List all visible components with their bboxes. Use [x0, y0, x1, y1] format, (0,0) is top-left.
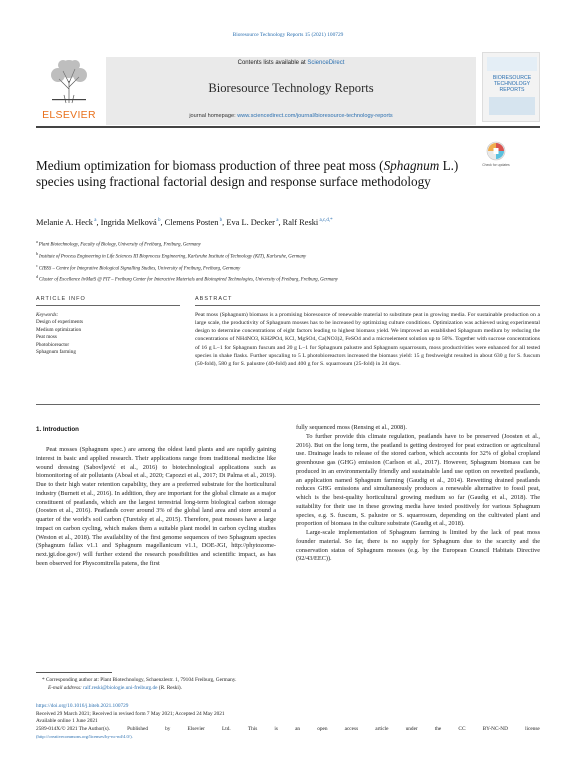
affiliation-mark: b: [36, 250, 39, 256]
author-name: Clemens Posten: [164, 218, 219, 227]
crossmark-icon[interactable]: [484, 140, 508, 170]
keyword-item: Sphagnum farming: [36, 349, 76, 356]
keywords-label: Keywords:: [36, 312, 59, 318]
email-link[interactable]: ralf.reski@biologie.uni-freiburg.de: [83, 684, 158, 691]
license-word: under: [405, 725, 418, 732]
title-part-2: L.) species using fractional factorial design and response surface methodology: [36, 158, 459, 189]
keyword-item: Peat moss: [36, 334, 57, 341]
title-italic: Sphagnum: [383, 158, 440, 173]
author-list: Melanie A. Heck $^a$, Ingrida Melková $^b$, Clemens Posten $^b$, Eva L. Decker $^a$, Ralf Reski $^{a,c,d,*}$: [36, 218, 333, 227]
intro-paragraph-1: Peat mosses (Sphagnum spec.) are among the oldest land plants and are rapidly gaining interest in basic and applied research. Their applications range from traditional medicine like wound dressing (Sabovljević et al., 2016) to biotechnological applications such as biomonitoring of air pollutants (Aboal et al., 2020; Capozzi et al., 2017; Di Palma et al., 2019). Due to their high water retention capability, they are a preferred substrate for the horticultural industry (Burnett et al., 2016). In addition, they are important for the global climate as a major constituent of peatlands, which are the largest terrestrial long-term biological carbon storage (Joosten et al., 2016). Peatlands cover around 3% of the global land area and store around a quarter of the world's soil carbon (Turetsky et al., 2015). Therefore, peat mosses have a large impact on carbon cycling, which makes them a suitable plant model in carbon cycling studies (Weston et al., 2018). The availability of the first genome sequences of two Sphagnum species (Sphagnum fallax v1.1 and Sphagnum magellanicum v1.1, DOE-JGI, http://phytozome-next.jgi.doe.gov/) will further extend the research possibilities and scientific impact, as has been observed for Physcomitrella patens, the first: [36, 446, 276, 567]
article-info-heading: ARTICLE INFO: [36, 296, 86, 302]
license-word: an: [295, 725, 301, 732]
license-word: Elsevier: [187, 725, 205, 732]
affiliation-item: $^c$ CIBSS – Centre for Integrative Biological Signalling Studies, University of Freiburg, Freiburg, Germany: [36, 262, 241, 272]
title-part-1: Medium optimization for biomass production of three peat moss (: [36, 158, 384, 173]
license-word: license: [525, 725, 540, 732]
section-heading-introduction: 1. Introduction: [36, 426, 79, 433]
homepage-link[interactable]: www.sciencedirect.com/journal/bioresource-technology-reports: [237, 113, 393, 119]
journal-cover-thumbnail: [482, 52, 540, 122]
license-word: open: [317, 725, 328, 732]
intro-paragraph-1-end: fully sequenced moss (Rensing et al., 2008).: [296, 424, 407, 431]
license-word: is: [274, 725, 278, 732]
corresponding-author-note: * Corresponding author at: Plant Biotechnology, Schaenzlestr. 1, 79104 Freiburg, Germany.: [42, 677, 237, 683]
body-column-left: [36, 446, 276, 569]
abstract-bottom-rule: [36, 404, 540, 405]
intro-paragraph-3: Large-scale implementation of Sphagnum farming is limited by the lack of peat moss founder material. So far, there is no supply for Sphagnum due to the scarcity and the conservation status of Sphagnum mosses (e.g. by the European Council Habitats Directive (92/43/EEC)).: [296, 529, 540, 563]
license-word: by: [165, 725, 171, 732]
license-word: Ltd.: [222, 725, 231, 732]
footnote-rule: [36, 672, 112, 673]
abstract-heading: ABSTRACT: [195, 296, 233, 302]
article-info-rule: [36, 305, 180, 306]
author-affiliation-mark[interactable]: a,c,d,*: [318, 218, 333, 224]
cover-line-1: BIORESOURCE: [492, 75, 532, 81]
license-word: article: [375, 725, 389, 732]
abstract-rule: [195, 305, 540, 306]
affiliation-mark: d: [36, 274, 39, 280]
affiliation-item: $^b$ Institute of Process Engineering in Life Sciences III Bioprocess Engineering, Karlsruhe Institute of Technology (KIT), Karlsruhe, Germany: [36, 250, 307, 260]
doi-link[interactable]: https://doi.org/10.1016/j.biteb.2021.100729: [36, 703, 129, 709]
intro-paragraph-2: To further provide this climate regulation, peatlands have to be preserved (Joosten et al., 2016). But on the long term, the peatland is getting destroyed for peat extraction or agricultural use. Drainage leads to release of the stored carbon, which accounts for 32% of global cropland greenhouse gas (GHG) emission (Carlson et al., 2017). However, Sphagnum biomass can be produced in an environmentally friendly and sustainable land use option on rewetted peatlands, an application named Sphagnum farming (Gaudig et al., 2014). Rewetting drained peatlands reduces GHG emissions and simultaneously produces a renewable alternative to fossil peat, which is the best-quality horticultural growing medium so far (Gaudig et al., 2018). The suitability for their use in these growing media have tested positively for various Sphagnum species, e.g. S. fuscum, S. palustre or S. squarrosum, depending on the cultivated plant and proportion of biomass in the culture substrate (Gaudig et al., 2018).: [296, 432, 540, 528]
license-word: 2589-014X/© 2021 The Author(s).: [36, 725, 110, 732]
email-label: E-mail address:: [48, 684, 84, 691]
publisher-name: ELSEVIER: [42, 109, 96, 121]
article-title: [36, 158, 481, 190]
cover-line-2: TECHNOLOGY: [493, 81, 531, 87]
keyword-item: Photobioreactor: [36, 341, 70, 348]
journal-citation-line[interactable]: Bioresource Technology Reports 15 (2021) 100729: [232, 32, 344, 38]
author-name: Eva L. Decker: [226, 218, 275, 227]
contents-prefix: Contents lists available at: [237, 60, 308, 66]
license-link[interactable]: (http://creativecommons.org/licenses/by-nc-nd/4.0/).: [36, 734, 133, 740]
keywords-block: [36, 312, 176, 356]
license-word: Published: [127, 725, 148, 732]
sciencedirect-link[interactable]: ScienceDirect: [307, 60, 345, 66]
affiliation-item: $^d$ Cluster of Excellence livMatS @ FIT – Freiburg Center for Interactive Materials and Bioinspired Technologies, University of Freiburg, Freiburg, Germany: [36, 274, 338, 283]
body-column-right: [296, 424, 540, 564]
author-affiliation-mark[interactable]: a: [274, 218, 279, 224]
author-affiliation-mark[interactable]: a: [92, 218, 97, 224]
affiliation-list: [36, 238, 540, 285]
journal-homepage: [106, 113, 476, 119]
license-word: the: [434, 725, 442, 732]
affiliation-item: $^a$ Plant Biotechnology, Faculty of Biology, University of Freiburg, Freiburg, Germany: [36, 239, 201, 248]
license-word: This: [247, 725, 258, 732]
license-word: CC: [458, 725, 466, 732]
affiliation-mark: a: [36, 239, 39, 244]
cover-art-icon: [483, 53, 541, 123]
keyword-item: Medium optimization: [36, 326, 82, 333]
footnote: [36, 677, 540, 692]
affiliation-mark: c: [36, 262, 39, 268]
keyword-item: Design of experiments: [36, 319, 83, 326]
contents-line: [106, 60, 476, 66]
journal-title: Bioresource Technology Reports: [208, 81, 374, 95]
cover-line-3: REPORTS: [499, 87, 525, 93]
license-word: access: [344, 725, 359, 732]
homepage-label: journal homepage:: [189, 113, 238, 119]
license-word: BY-NC-ND: [482, 725, 508, 732]
article-meta: [36, 703, 540, 741]
elsevier-tree-icon: [44, 55, 94, 105]
abstract-text: Peat moss (Sphagnum) biomass is a promising bioresource of renewable material to substitute peat in growing media. For sustainable production on a large scale, the productivity of Sphagnum mosses has to be increased by optimizing culture conditions. Optimization was achieved using experimental design to determine concentrations of eight factors leading to highest biomass yield. We improved an established Sphagnum medium by reducing the concentrations of NH4NO3, KH2PO4, KCl, MgSO4, Ca(NO3)2, FeSO4 and a microelement solution up to 50%. Together with sucrose concentrations of 16 g L−1 for Sphagnum fuscum and 20 g L−1 for Sphagnum palustre and Sphagnum squarrosum, moss productivities were enhanced for all tested species in shake flasks. Further upscaling to 5 L photobioreactors increased the biomass yield: 15 g freshweight resulted in about 630 g for S. fuscum (50-fold), 580 g for S. palustre (40-fold) and 400 g for S. squarrosum (25-fold) in 24 days.: [195, 312, 540, 367]
author-name: Melanie A. Heck: [36, 218, 93, 227]
author-name: Ralf Reski: [282, 218, 319, 227]
available-online: Available online 1 June 2021: [36, 718, 98, 725]
license-line: [36, 726, 540, 734]
author-affiliation-mark[interactable]: b: [156, 218, 161, 224]
received-dates: Received 29 March 2021; Received in revised form 7 May 2021; Accepted 24 May 2021: [36, 710, 225, 717]
crossmark-label: Check for updates: [482, 163, 510, 167]
masthead-rule: [36, 126, 540, 128]
author-affiliation-mark[interactable]: b: [218, 218, 223, 224]
author-name: Ingrida Melková: [100, 218, 157, 227]
email-suffix: (R. Reski).: [157, 684, 182, 691]
